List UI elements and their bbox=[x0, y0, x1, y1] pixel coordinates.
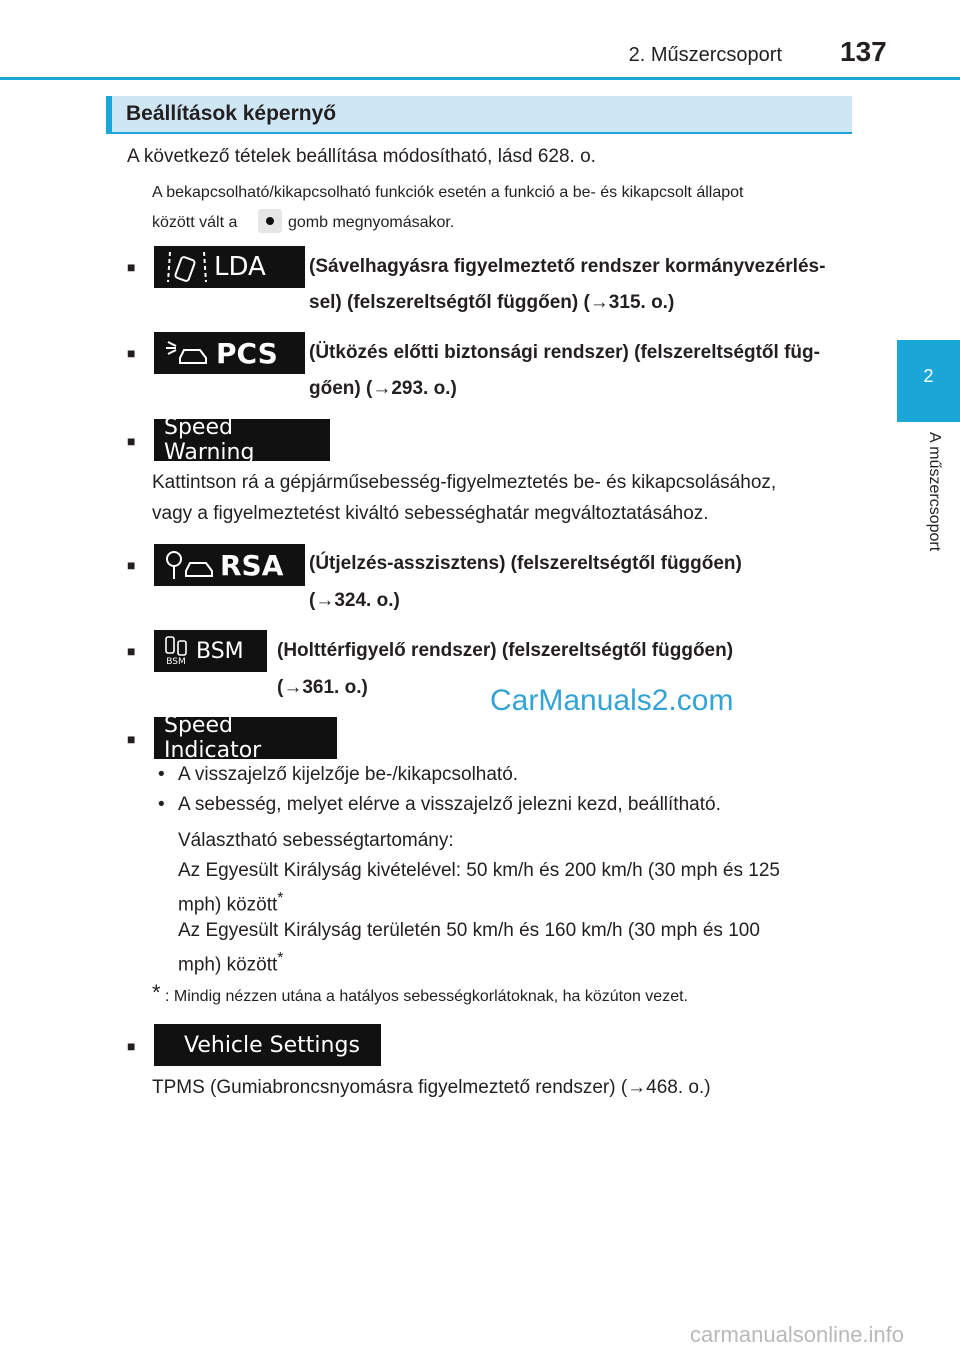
rsa-title-line2: (→324. o.) bbox=[309, 590, 400, 611]
bsm-title-line2: (→361. o.) bbox=[277, 677, 368, 698]
bullet-square: ■ bbox=[127, 1038, 136, 1054]
road-sign-icon bbox=[164, 549, 218, 581]
speed-indicator-bullet1: A visszajelző kijelzője be-/kikapcsolható. bbox=[178, 764, 519, 785]
watermark: CarManuals2.com bbox=[490, 684, 734, 717]
rsa-icon-text: RSA bbox=[220, 548, 284, 582]
rsa-title-line1: (Útjelzés-asszisztens) (felszereltségtől függően) bbox=[309, 553, 742, 574]
bullet-square: ■ bbox=[127, 345, 136, 361]
lda-icon-text: LDA bbox=[214, 252, 266, 282]
header-rule bbox=[0, 77, 960, 80]
footnote-star: * bbox=[277, 890, 284, 907]
speed-warning-desc1: Kattintson rá a gépjárműsebesség-figyelmeztetés be- és kikapcsolásához, bbox=[152, 472, 777, 493]
bullet-square: ■ bbox=[127, 731, 136, 747]
running-title: 2. Műszercsoport bbox=[628, 44, 782, 66]
rsa-display-icon bbox=[154, 544, 305, 586]
vehicle-settings-icon-text: Vehicle Settings bbox=[184, 1032, 360, 1058]
bsm-icon-text: BSM bbox=[196, 638, 244, 664]
footnote-text: : Mindig nézzen utána a hatályos sebességkorlátoknak, ha közúton vezet. bbox=[165, 988, 688, 1005]
pcs-icon-text: PCS bbox=[216, 336, 278, 370]
range-title: Választható sebességtartomány: bbox=[178, 830, 454, 851]
lda-title-line1: (Sávelhagyásra figyelmeztető rendszer kormányvezérlés- bbox=[309, 256, 826, 277]
range-uk-text: mph) között bbox=[178, 954, 278, 976]
section-header bbox=[106, 96, 852, 134]
intro-note-line2b: gomb megnyomásakor. bbox=[288, 214, 455, 231]
bullet-dot: • bbox=[158, 794, 165, 815]
chapter-label: A műszercsoport bbox=[926, 432, 943, 552]
bullet-square: ■ bbox=[127, 643, 136, 659]
bsm-display-icon bbox=[154, 630, 267, 672]
pcs-display-icon bbox=[154, 332, 305, 374]
range-uk-except-line2 bbox=[178, 890, 283, 916]
bsm-mirror-icon bbox=[160, 635, 192, 667]
vehicle-settings-display-icon bbox=[154, 1024, 381, 1066]
footer-watermark: carmanualsonline.info bbox=[690, 1322, 905, 1347]
chapter-number: 2 bbox=[923, 366, 934, 386]
chapter-label-container bbox=[897, 422, 960, 602]
speed-indicator-bullet2: A sebesség, melyet elérve a visszajelző jelezni kezd, beállítható. bbox=[178, 794, 721, 815]
speed-indicator-display-icon bbox=[154, 713, 337, 763]
bullet-square: ■ bbox=[127, 557, 136, 573]
bsm-title-line1: (Holttérfigyelő rendszer) (felszereltségtől függően) bbox=[277, 640, 734, 661]
section-title: Beállítások képernyő bbox=[126, 102, 337, 125]
speed-warning-display-icon bbox=[154, 415, 330, 465]
footnote-star-marker: * bbox=[152, 980, 161, 1005]
intro-note-line1: A bekapcsolható/kikapcsolható funkciók esetén a funkció a be- és kikapcsolt állapot bbox=[152, 184, 744, 201]
speed-warning-icon-text: Speed Warning bbox=[164, 415, 255, 465]
range-uk-line2 bbox=[178, 950, 283, 976]
footnote-body: Mindig nézzen utána a hatályos sebességkorlátoknak, ha közúton vezet. bbox=[173, 988, 688, 1005]
intro-line: A következő tételek beállítása módosítható, lásd 628. o. bbox=[127, 146, 596, 167]
footnote-star: * bbox=[277, 950, 284, 967]
blind-spot-icon bbox=[164, 635, 188, 657]
pre-collision-icon bbox=[164, 338, 212, 368]
vehicle-settings-desc: TPMS (Gumiabroncsnyomásra figyelmeztető rendszer) (→468. o.) bbox=[152, 1077, 711, 1098]
page-number: 137 bbox=[840, 36, 887, 67]
speed-indicator-icon-text: Speed Indicator bbox=[164, 713, 262, 763]
lda-title-line2: sel) (felszereltségtől függően) (→315. o.) bbox=[309, 292, 675, 313]
pcs-title-line2: gően) (→293. o.) bbox=[309, 378, 457, 399]
chapter-tab bbox=[897, 340, 960, 422]
lane-departure-icon bbox=[164, 250, 208, 284]
range-uk-except-text: mph) között bbox=[178, 894, 278, 916]
button-icon bbox=[258, 209, 282, 233]
range-uk-except-line1: Az Egyesült Királyság kivételével: 50 km/h és 200 km/h (30 mph és 125 bbox=[178, 860, 780, 881]
bullet-square: ■ bbox=[127, 433, 136, 449]
bullet-dot: • bbox=[158, 764, 165, 785]
bullet-square: ■ bbox=[127, 259, 136, 275]
bsm-icon-small-text: BSM bbox=[166, 657, 186, 667]
intro-note-line2a: között vált a bbox=[152, 214, 238, 231]
pcs-title-line1: (Ütközés előtti biztonsági rendszer) (felszereltségtől füg- bbox=[309, 342, 820, 363]
speed-warning-desc2: vagy a figyelmeztetést kiváltó sebességhatár megváltoztatásához. bbox=[152, 503, 709, 524]
lda-display-icon bbox=[154, 246, 305, 288]
range-uk-line1: Az Egyesült Királyság területén 50 km/h és 160 km/h (30 mph és 100 bbox=[178, 920, 760, 941]
